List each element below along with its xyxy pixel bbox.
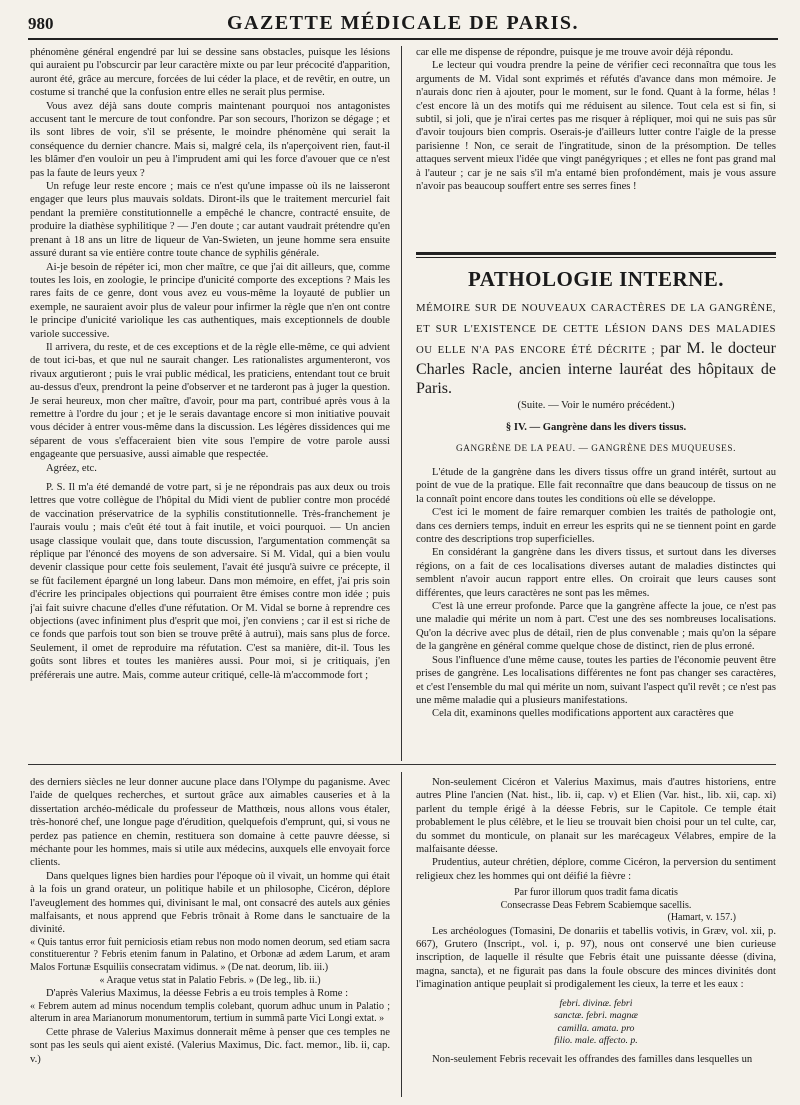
column-divider-bottom [401, 772, 402, 1097]
closing: Agréez, etc. [46, 462, 97, 474]
subsection-heading: § IV. — Gangrène dans les divers tissus. [505, 422, 687, 433]
section-rule [416, 252, 776, 255]
paragraph: Il arrivera, du reste, et de ces exceptions et de la règle elle-même, ce qui advient de tout ici-bas, et que nul ne saurait changer. Les rationalistes argumenteront, vos rivaux argutieront ; puis le vrai public médical, les praticiens, entendant tout ce bruit au-dessus d'eux, prendront la peine d'observer et ne tarderont pas à juger la question. Je serai heureux, mon cher maître, d'avoir, pour ma part, contribué après vous à la remettre à l'ordre du jour ; et je le serais davantage encore si mon initiative pouvait vous décider à entrer vous-même dans la discussion. Les légères dissidences qui me séparent de vous s'effaceraient bien vite sous l'empire de votre parole aussi engageante que persuasive, aussi aimable que respectée. [30, 341, 390, 461]
paragraph: L'étude de la gangrène dans les divers tissus offre un grand intérêt, surtout au point de vue de la pratique. Elle fait reconnaître que dans beaucoup de tissus on ne la connaît point encore dans toutes les conditions où elle se développe. [416, 467, 776, 505]
feuilleton-separator [28, 764, 776, 765]
paragraph: En considérant la gangrène dans les divers tissus, et surtout dans les diverses régions, on a fait de ces localisations diverses autant de maladies distinctes qui semblent n'avoir aucun rapport entre elles. On croirait que leurs causes sont différentes, que leurs caractères ne sont pas les mêmes. [416, 547, 776, 599]
paragraph: Vous avez déjà sans doute compris maintenant pourquoi nos antagonistes accusent tant le mercure de tout confondre. Par son secours, l'horizon se dégage ; et ils sont libres de voir, s'il se présente, le moindre phénomène qui serait la conséquence du dernier chancre. Mais si, malgré cela, ils n'aperçoivent rien, faut-il les blâmer d'en vouloir un peu à l'imprudent ami qui les force d'avouer que ce n'est pas la faute de leurs yeux ? [30, 100, 390, 179]
section-rule-thin [416, 257, 776, 258]
paragraph: Cette phrase de Valerius Maximus donnerait même à penser que ces temples ne sont pas les seuls qui aient existé. (Valerius Maximus, Dic. fact. memor., lib. ii, cap. v.) [30, 1026, 390, 1065]
latin-quote: « Febrem autem ad minus nocendum templis colebant, quorum adhuc unum in Palatio ; alterum in area Marianorum monumentorum, tertium in summâ parte Vici Longi extat. » [30, 1000, 390, 1025]
paragraph: phénomène général engendré par lui se dessine sans obstacles, puisque les lésions qui auraient pu l'obscurcir par leur caractère mixte ou par leur précocité d'apparition, auront été, grâce au mercure, forcées de lui céder la place, et de revêtir, en outre, un costume si tranché que la confusion entre elles ne serait plus permise. [30, 47, 390, 99]
paragraph: Sous l'influence d'une même cause, toutes les parties de l'économie peuvent être prises de gangrène. Les localisations différentes ne font pas changer ses caractères, et c'est l'ensemble du mal qui mérite un nom, suivant l'aspect qu'il revêt ; ce n'est pas une même maladie qui a plusieurs manifestations. [416, 654, 776, 706]
paragraph: Non-seulement Cicéron et Valerius Maximus, mais d'autres historiens, entre autres Pline l'ancien (Nat. hist., lib. ii, cap. v) et Elien (Var. hist., lib. xii, cap. xi) parlent du temple érigé à la déesse Febris, sur le Capitole. Ce temple était probablement le plus célèbre, et le lieu se trouvait bien choisi pour un tel culte, car, du sommet du monticule, on planait sur les marécageux Vélabres, empire de la malfaisante déesse. [416, 777, 776, 856]
continuation-note: (Suite. — Voir le numéro précédent.) [517, 400, 675, 411]
paragraph: des derniers siècles ne leur donner aucune place dans l'Olympe du paganisme. Avec l'aide de quelques recherches, et surtout grâce aux aimables causeries et à la dissertation archéo-médicale du professeur de Matthœis, nous allons vous étaler, très-honoré chef, une longue page d'érudition, quelquefois d'emprunt, qui, si vous ne perdez pas patience en chemin, restituera son domaine à cette pauvre déesse, si méchante pour les hommes, mais si utile aux médecins, auxquels elle envoyait force clients. [30, 777, 390, 869]
feuilleton-left [30, 776, 390, 1101]
verse-quote: Par furor illorum quos tradit fama dicatis Consecrasse Deas Febrem Scabiemque sacellis. [500, 887, 692, 911]
memoir-heading: MÉMOIRE SUR DE NOUVEAUX CARACTÈRES DE LA GANGRÈNE, ET SUR L'EXISTENCE DE CETTE LÉSION DANS DES MALADIES OU ELLE N'A PAS ENCORE ÉTÉ DÉCRITE ; [416, 302, 776, 356]
section-title: PATHOLOGIE INTERNE. [467, 267, 725, 291]
paragraph: Dans quelques lignes bien hardies pour l'époque où il vivait, un homme qui était à la fois un grand orateur, un politique habile et un philosophe, Cicéron, déplore l'aveuglement des hommes qui, divinisant le mal, ont consacré des autels aux génies malfaisants, et nous apprend que Febris trônait à Rome dans le sanctuaire de la divinité. [30, 870, 390, 936]
memoir-title [416, 297, 776, 398]
page-header [28, 8, 778, 40]
paragraph: C'est ici le moment de faire remarquer combien les traités de pathologie ont, dans ces derniers temps, induit en erreur les esprits qui ne se tiennent point en garde contre des descriptions trop superficielles. [416, 507, 776, 546]
subsubsection-heading: GANGRÈNE DE LA PEAU. — GANGRÈNE DES MUQUEUSES. [456, 443, 736, 453]
latin-quote: « Araque vetus stat in Palatio Febris. » (De leg., lib. ii.) [99, 974, 321, 986]
paragraph: D'après Valerius Maximus, la déesse Febris a eu trois temples à Rome : [46, 988, 349, 1000]
paragraph: Non-seulement Febris recevait les offrandes des familles dans lesquelles un [432, 1054, 753, 1066]
inscription: febri. divinæ. febri sanctæ. febri. magnæ camilla. amata. pro filio. male. affecto. p. [554, 997, 638, 1046]
postscript: P. S. Il m'a été demandé de votre part, si je ne répondrais pas aux deux ou trois lettres que votre collègue de l'hôpital du Midi vient de publier contre mon procédé de vaccination préservatrice de la syphilis constitutionnelle. Très-franchement je l'aurais voulu ; mais c'eût été tout à fait inutile, et voici pourquoi. — Un ancien usage classique voulait que, dans toute discussion, l'argumentation commençât sa réplique par l'énoncé des moyens de son adversaire. Si M. Vidal, qui a bien voulu devenir classique pour cette fois seulement, l'avait été jusqu'à suivre ce précepte, il se fût facilement épargné un long labeur. Dans mon mémoire, en effet, j'ai pris soin d'écrire les principales objections qui pourraient être émises contre mon idée ; puis j'ai fait suivre chacune d'elles d'une réfutation. Or M. Vidal se borne à reprendre ces objections (avec infiniment plus d'esprit que moi, j'en conviens ; car il est si riche de ce fonds que parfois tout son bien se trouve prêté à autrui), mais sans plus de force. Seulement, il omet de reproduire ma réfutation. C'est sa manière, dit-il. Tous les goûts sont libres et toutes les manières aussi. Pour moi, si je critiquais, j'en préférerais une autre. Mais, comme auteur critiqué, celle-là m'accommode fort ; [30, 482, 390, 681]
paragraph: Cela dit, examinons quelles modifications apportent aux caractères que [432, 708, 734, 720]
page-number: 980 [28, 14, 54, 33]
pathology-text [416, 466, 776, 761]
paragraph: C'est là une erreur profonde. Parce que la gangrène affecte la joue, ce n'est pas une maladie qui mérite un nom à part. C'est une des ses nombreuses localisations. Qu'on la décrive avec plus de détail, rien de plus convenable ; mais qu'on la sépare de la gangrène en général comme quelque chose de distinct, rien de plus erroné. [416, 601, 776, 653]
left-column-text [30, 46, 390, 761]
memoir-author: par M. le docteur Charles Racle, ancien interne lauréat des hôpitaux de Paris. [416, 340, 777, 397]
journal-title: GAZETTE MÉDICALE DE PARIS. [226, 12, 580, 34]
feuilleton-right [416, 776, 776, 1101]
latin-quote: « Quis tantus error fuit perniciosis etiam rebus non modo nomen deorum, sed etiam sacra constituerentur ? Febris etenim fanum in Palatino, et Orbonæ ad ædem Larum, et aram Malos Fortunæ Esquiliis consecratam vidimus. » (De nat. deorum, lib. iii.) [30, 936, 390, 974]
paragraph: Un refuge leur reste encore ; mais ce n'est qu'une impasse où ils ne laisseront engager que leurs plus mauvais soldats. Diront-ils que le traitement mercuriel fait pendant la première constitutionnelle a empêché le chancre, contracté ensuite, de produire la diathèse syphilitique ? — J'en doute ; car autant vaudrait prétendre qu'en prenant à 18 ans un litre de liqueur de Van-Swieten, un jeune homme sera ensuite assuré durant sa vie entière contre toute chance de syphilis générale. [30, 181, 390, 260]
paragraph: Ai-je besoin de répéter ici, mon cher maître, ce que j'ai dit ailleurs, que, comme toutes les lois, en zoologie, le principe d'unicité comporte des exceptions ? Mais les rares faits de ce genre, dont vous avez eu vous-même la loyauté de publier un exemple, ne sauraient avoir plus de valeur pour infirmer la règle que n'en ont contre le principe d'unicité variolique les cas authentiques, mais exceptionnels de double variole successive. [30, 261, 390, 340]
right-column-continuation [416, 46, 776, 251]
paragraph: Prudentius, auteur chrétien, déplore, comme Cicéron, la perversion du sentiment religieux chez les hommes qui ont déifié la fièvre : [416, 857, 776, 882]
column-divider [401, 46, 402, 761]
paragraph: Les archéologues (Tomasini, De donariis et tabellis votivis, in Græv, vol. xii, p. 667), Grutero (Inscript., vol. i, p. 97), nous ont conservé une bien curieuse inscription, de laquelle il résulte que Febris était une puissante déesse (divina, magna, sancta), et ne figurait pas dans la foule obscure des minces divinités dont l'imagination antique peuplait si prodigalement les cieux, la terre et les eaux : [416, 925, 776, 991]
paragraph: car elle me dispense de répondre, puisque je me trouve avoir déjà répondu. [416, 47, 734, 58]
verse-citation: (Hamart, v. 157.) [667, 912, 736, 924]
paragraph: Le lecteur qui voudra prendre la peine de vérifier ceci reconnaîtra que tous les arguments de M. Vidal sont exprimés et réfutés d'avance dans mon mémoire. Je n'aurais donc rien à ajouter, pour le moment, sur le fond. Quant à la forme, hélas ! c'est encore là un des motifs qui me réduisent au silence. Tout cela est si fin, si subtil, si joli, que je n'irai certes pas me risquer à répliquer, moi qui ne suis pas sûr d'avoir toujours bien compris. Oserais-je d'ailleurs lutter contre l'aigle de la presse parisienne ! Non, ce serait de l'ingratitude, sinon de la présomption. De telles attaques servent mieux l'idée que vingt panégyriques ; et elles ne font pas grand mal à l'auteur ; car je ne sais s'il m'a entamé bien profondément, mais je vous assure n'avoir pas beaucoup souffert entre ses serres fines ! [416, 60, 776, 193]
